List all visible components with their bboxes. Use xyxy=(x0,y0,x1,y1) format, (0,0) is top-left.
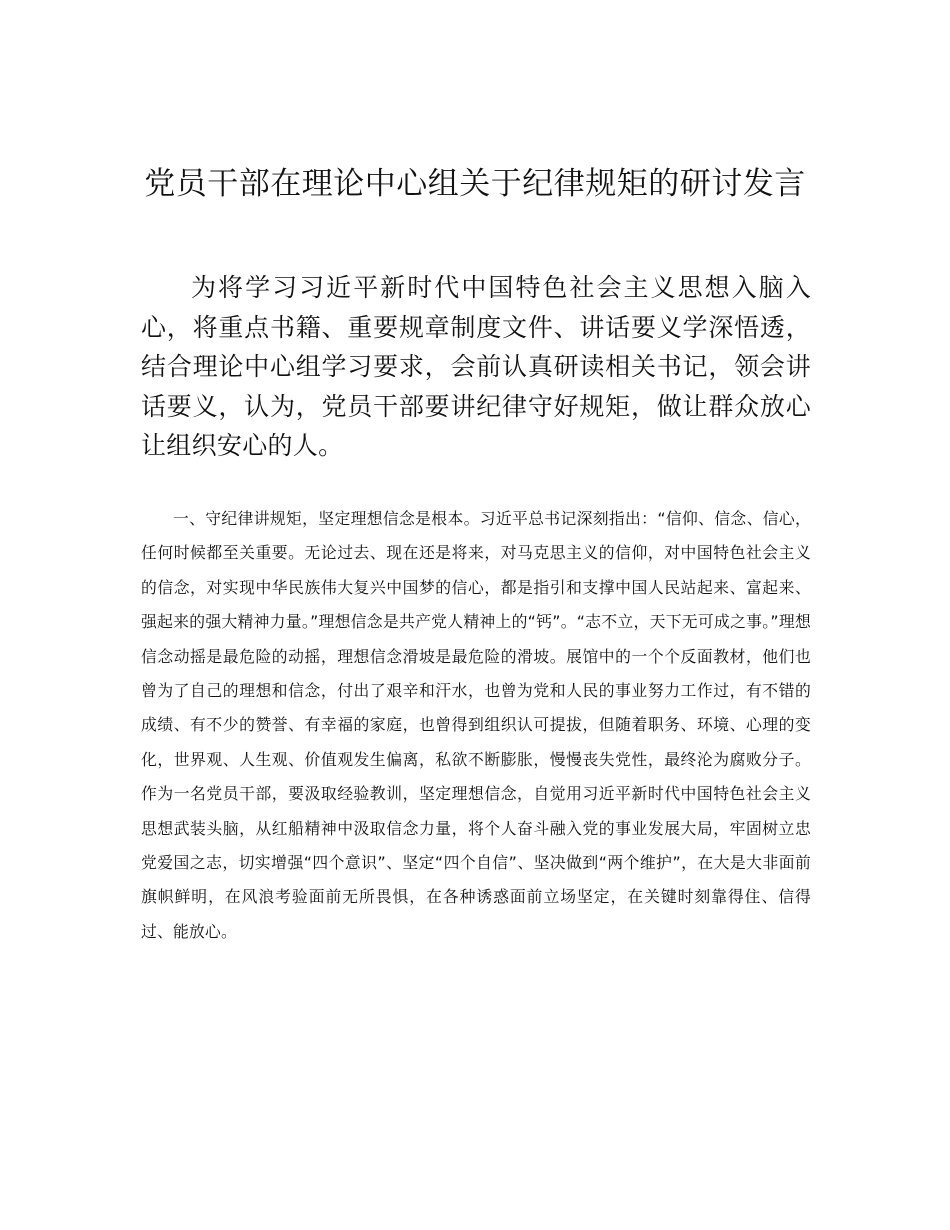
document-title: 党员干部在理论中心组关于纪律规矩的研讨发言 xyxy=(144,166,806,202)
section-1-paragraph: 一、守纪律讲规矩，坚定理想信念是根本。习近平总书记深刻指出：“信仰、信念、信心，任何时候都至关重要。无论过去、现在还是将来，对马克思主义的信仰，对中国特色社会主义的信念，对实现中华民族伟大复兴中国梦的信心，都是指引和支撑中国人民站起来、富起来、强起来的强大精神力量。”理想信念是共产党人精神上的“钙”。“志不立，天下无可成之事。”理想信念动摇是最危险的动摇，理想信念滑坡是最危险的滑坡。展馆中的一个个反面教材，他们也曾为了自己的理想和信念，付出了艰辛和汗水，也曾为党和人民的事业努力工作过，有不错的成绩、有不少的赞誉、有幸福的家庭，也曾得到组织认可提拔，但随着职务、环境、心理的变化，世界观、人生观、价值观发生偏离，私欲不断膨胀，慢慢丧失党性，最终沦为腐败分子。作为一名党员干部，要汲取经验教训，坚定理想信念，自觉用习近平新时代中国特色社会主义思想武装头脑，从红船精神中汲取信念力量，将个人奋斗融入党的事业发展大局，牢固树立忠党爱国之志，切实增强“四个意识”、坚定“四个自信”、坚决做到“两个维护”，在大是大非面前旗帜鲜明，在风浪考验面前无所畏惧，在各种诱惑面前立场坚定，在关键时刻靠得住、信得过、能放心。 xyxy=(141,509,811,941)
intro-paragraph: 为将学习习近平新时代中国特色社会主义思想入脑入心，将重点书籍、重要规章制度文件、讲话要义学深悟透，结合理论中心组学习要求，会前认真研读相关书记，领会讲话要义，认为，党员干部要讲纪律守好规矩，做让群众放心让组织安心的人。 xyxy=(141,273,811,460)
